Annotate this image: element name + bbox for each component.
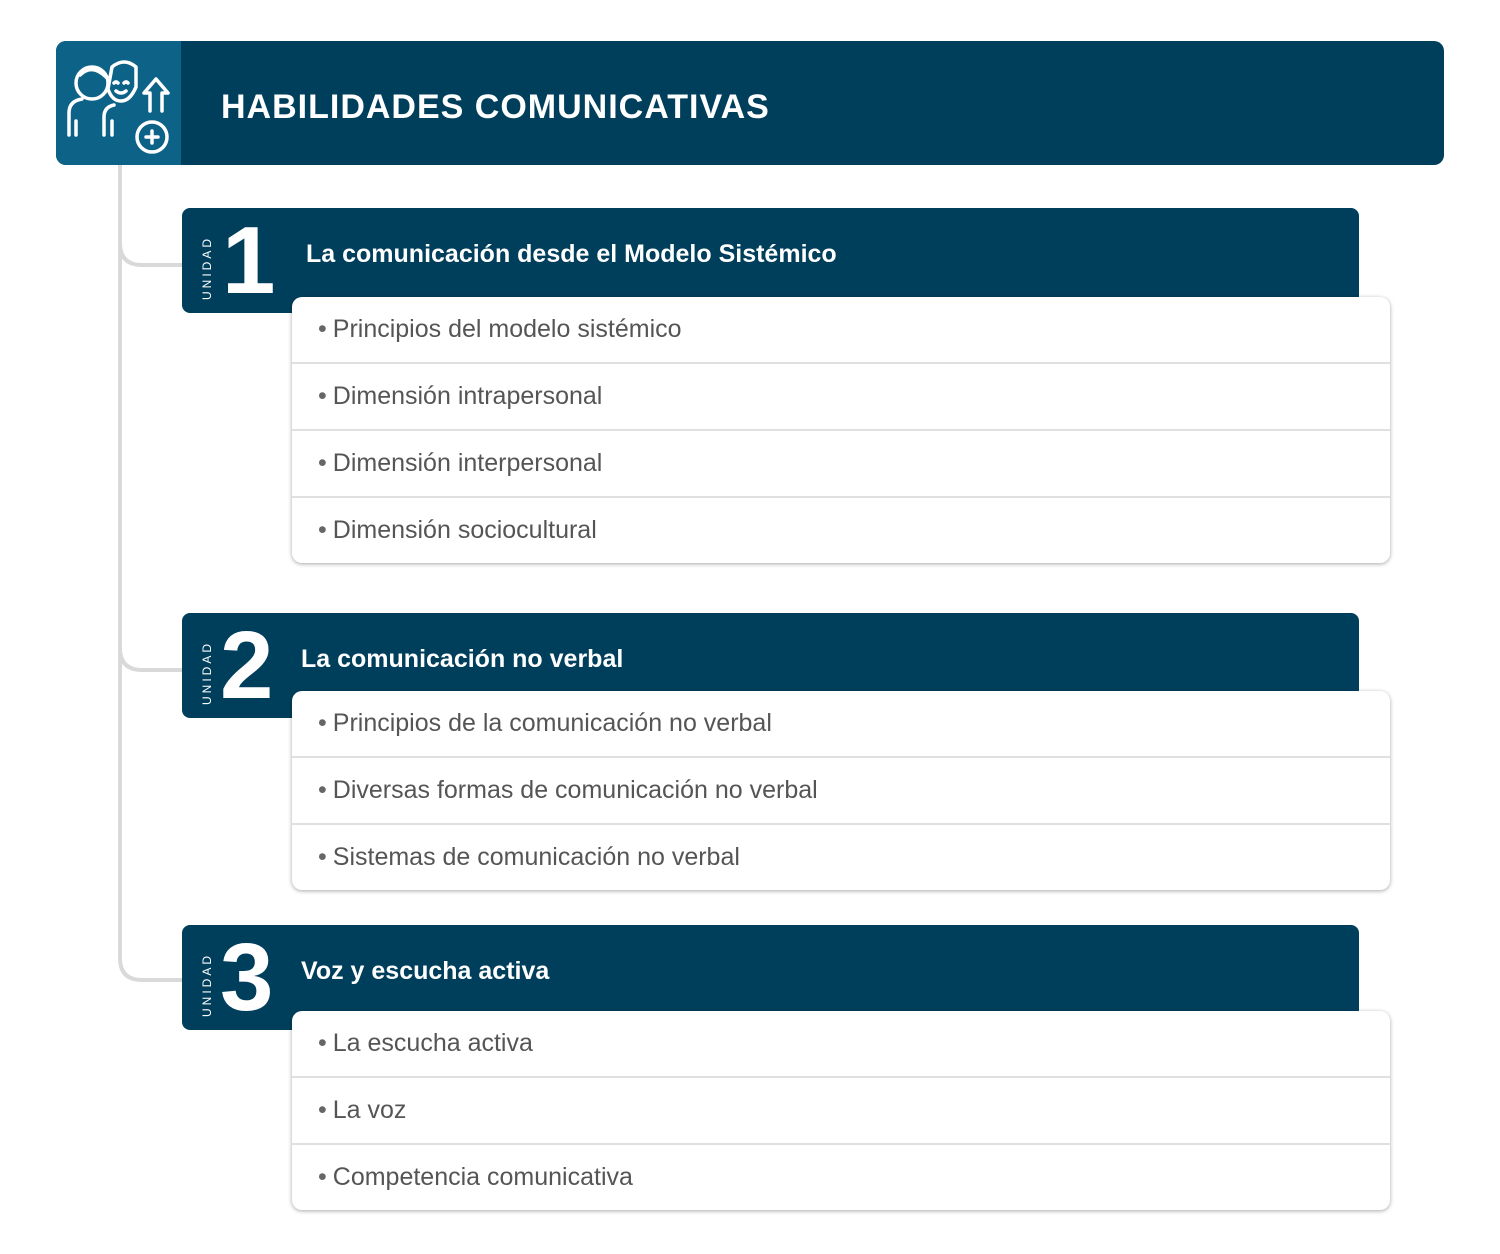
list-item: • Diversas formas de comunicación no verbal: [292, 756, 1390, 823]
unit-3-label: UNIDAD: [200, 952, 214, 1017]
list-item: • Dimensión intrapersonal: [292, 362, 1390, 429]
page-title: HABILIDADES COMUNICATIVAS: [221, 88, 770, 126]
list-item: • Competencia comunicativa: [292, 1143, 1390, 1210]
list-item: • Principios del modelo sistémico: [292, 297, 1390, 362]
unit-3-title: Voz y escucha activa: [301, 957, 550, 985]
list-item: • Dimensión sociocultural: [292, 496, 1390, 563]
unit-1-title: La comunicación desde el Modelo Sistémico: [306, 240, 837, 268]
bullet-icon: •: [318, 1163, 327, 1191]
unit-2-topics: [292, 691, 1390, 890]
list-item: • Principios de la comunicación no verbal: [292, 691, 1390, 756]
unit-3-number: 3: [220, 924, 274, 1031]
bullet-icon: •: [318, 449, 327, 477]
unit-3-topics: [292, 1011, 1390, 1210]
list-item: • Dimensión interpersonal: [292, 429, 1390, 496]
bullet-icon: •: [318, 1096, 327, 1124]
bullet-icon: •: [318, 843, 327, 871]
list-item: • La voz: [292, 1076, 1390, 1143]
unit-2-label: UNIDAD: [200, 640, 214, 705]
bullet-icon: •: [318, 382, 327, 410]
bullet-icon: •: [318, 1029, 327, 1057]
list-item: • Sistemas de comunicación no verbal: [292, 823, 1390, 890]
list-item: • La escucha activa: [292, 1011, 1390, 1076]
unit-1-label: UNIDAD: [200, 235, 214, 300]
bullet-icon: •: [318, 776, 327, 804]
bullet-icon: •: [318, 709, 327, 737]
unit-2-title: La comunicación no verbal: [301, 645, 624, 673]
header-icon-box: [56, 41, 181, 165]
unit-1-number: 1: [222, 207, 276, 314]
bullet-icon: •: [318, 516, 327, 544]
unit-1-topics: [292, 297, 1390, 563]
header-bar: [56, 41, 1444, 165]
unit-2-number: 2: [220, 612, 274, 719]
people-communication-icon: [64, 51, 174, 157]
bullet-icon: •: [318, 315, 327, 343]
